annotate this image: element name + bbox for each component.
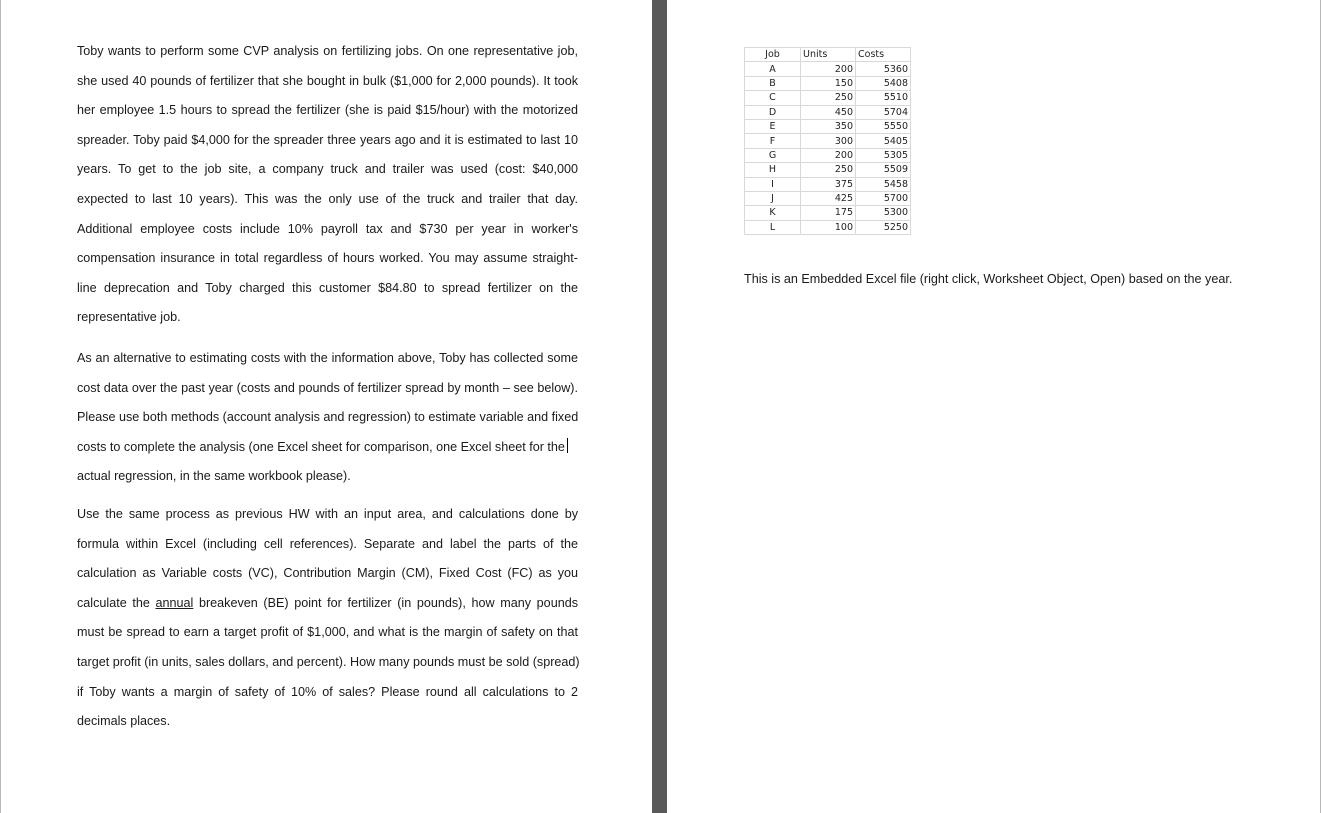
cell-costs: 5360 — [856, 62, 911, 76]
cell-units: 300 — [801, 134, 856, 148]
table-row — [745, 62, 911, 76]
cell-units: 250 — [801, 163, 856, 177]
header-units: Units — [801, 48, 856, 62]
cell-costs: 5704 — [856, 105, 911, 119]
cell-costs: 5250 — [856, 220, 911, 234]
text-line: years. To get to the job site, a company truck and trailer was used (cost: $40,000 — [77, 162, 578, 177]
cell-costs: 5550 — [856, 119, 911, 133]
text-line: expected to last 10 years). This was the only use of the truck and trailer that day. — [77, 191, 578, 206]
cell-costs: 5700 — [856, 191, 911, 205]
table-row — [745, 206, 911, 220]
cell-job: E — [745, 119, 801, 133]
table-row — [745, 191, 911, 205]
cell-units: 375 — [801, 177, 856, 191]
text-line: decimals places. — [77, 714, 171, 729]
cell-job: D — [745, 105, 801, 119]
cell-job: B — [745, 76, 801, 90]
text-line: calculation as Variable costs (VC), Contribution Margin (CM), Fixed Cost (FC) as you — [77, 566, 578, 581]
text-line: cost data over the past year (costs and pounds of fertilizer spread by month – see below). — [77, 380, 578, 395]
text-line: her employee 1.5 hours to spread the fertilizer (she is paid $15/hour) with the motorized — [77, 103, 578, 118]
cell-units: 350 — [801, 119, 856, 133]
cell-costs: 5300 — [856, 206, 911, 220]
text-line: representative job. — [77, 310, 181, 325]
text-line: actual regression, in the same workbook please). — [77, 469, 351, 484]
cell-units: 250 — [801, 91, 856, 105]
cell-costs: 5408 — [856, 76, 911, 90]
table-row — [745, 163, 911, 177]
cell-job: J — [745, 191, 801, 205]
text-line: costs to complete the analysis (one Excel sheet for comparison, one Excel sheet for the — [77, 439, 565, 454]
table-row — [745, 91, 911, 105]
cell-job: C — [745, 91, 801, 105]
text-line: Toby wants to perform some CVP analysis on fertilizing jobs. On one representative job, — [77, 44, 578, 58]
cell-units: 450 — [801, 105, 856, 119]
table-row — [745, 105, 911, 119]
text-line: As an alternative to estimating costs with the information above, Toby has collected some — [77, 351, 578, 365]
text-line: Use the same process as previous HW with an input area, and calculations done by — [77, 507, 578, 521]
table-row — [745, 177, 911, 191]
cell-costs: 5510 — [856, 91, 911, 105]
text-line: formula within Excel (including cell references). Separate and label the parts of the — [77, 536, 578, 551]
text-line: line deprecation and Toby charged this customer $84.80 to spread fertilizer on the — [77, 280, 578, 295]
cell-units: 200 — [801, 62, 856, 76]
text-line: Please use both methods (account analysis and regression) to estimate variable and fixed — [77, 410, 579, 425]
text-line: compensation insurance in total regardless of hours worked. You may assume straight- — [77, 251, 578, 266]
table-row — [745, 134, 911, 148]
table-header-row — [745, 48, 911, 62]
text-line: spreader. Toby paid $4,000 for the spreader three years ago and it is estimated to last 10 — [77, 132, 578, 147]
table-row — [745, 220, 911, 234]
cell-units: 175 — [801, 206, 856, 220]
table-row — [745, 148, 911, 162]
cell-units: 150 — [801, 76, 856, 90]
text-line: she used 40 pounds of fertilizer that she bought in bulk ($1,000 for 2,000 pounds). It took — [77, 73, 578, 88]
cell-costs: 5509 — [856, 163, 911, 177]
cell-job: K — [745, 206, 801, 220]
cell-units: 100 — [801, 220, 856, 234]
embedded-excel-table[interactable] — [744, 47, 911, 235]
paragraph-alternative-estimate[interactable] — [77, 347, 578, 495]
cell-costs: 5458 — [856, 177, 911, 191]
cell-job: G — [745, 148, 801, 162]
cell-costs: 5405 — [856, 134, 911, 148]
cell-costs: 5305 — [856, 148, 911, 162]
cell-units: 425 — [801, 191, 856, 205]
text-segment: breakeven (BE) point for fertilizer (in pounds), how many pounds — [198, 595, 579, 610]
table-row — [745, 76, 911, 90]
text-line: if Toby wants a margin of safety of 10% of sales? Please round all calculations to 2 — [77, 684, 578, 699]
paragraph-cvp-intro[interactable] — [77, 40, 578, 336]
header-costs: Costs — [856, 48, 911, 62]
cell-units: 200 — [801, 148, 856, 162]
text-line-with-caret — [77, 436, 578, 466]
cell-job: A — [745, 62, 801, 76]
paragraph-process-instructions[interactable] — [77, 503, 578, 740]
text-line: Additional employee costs include 10% payroll tax and $730 per year in worker's — [77, 221, 578, 236]
table-row — [745, 119, 911, 133]
text-cursor — [567, 438, 568, 453]
cell-job: I — [745, 177, 801, 191]
text-line: target profit (in units, sales dollars, and percent). How many pounds must be sold (spread) — [77, 654, 580, 669]
header-job: Job — [745, 48, 801, 62]
text-line-annual — [77, 592, 578, 622]
cell-job: H — [745, 163, 801, 177]
page-gutter — [652, 0, 667, 813]
embedded-excel-note: This is an Embedded Excel file (right click, Worksheet Object, Open) based on the year. — [744, 272, 1233, 286]
text-line: must be spread to earn a target profit of $1,000, and what is the margin of safety on that — [77, 625, 578, 640]
text-segment: calculate the — [77, 595, 150, 610]
cell-job: F — [745, 134, 801, 148]
cell-job: L — [745, 220, 801, 234]
underlined-word: annual — [155, 595, 194, 610]
